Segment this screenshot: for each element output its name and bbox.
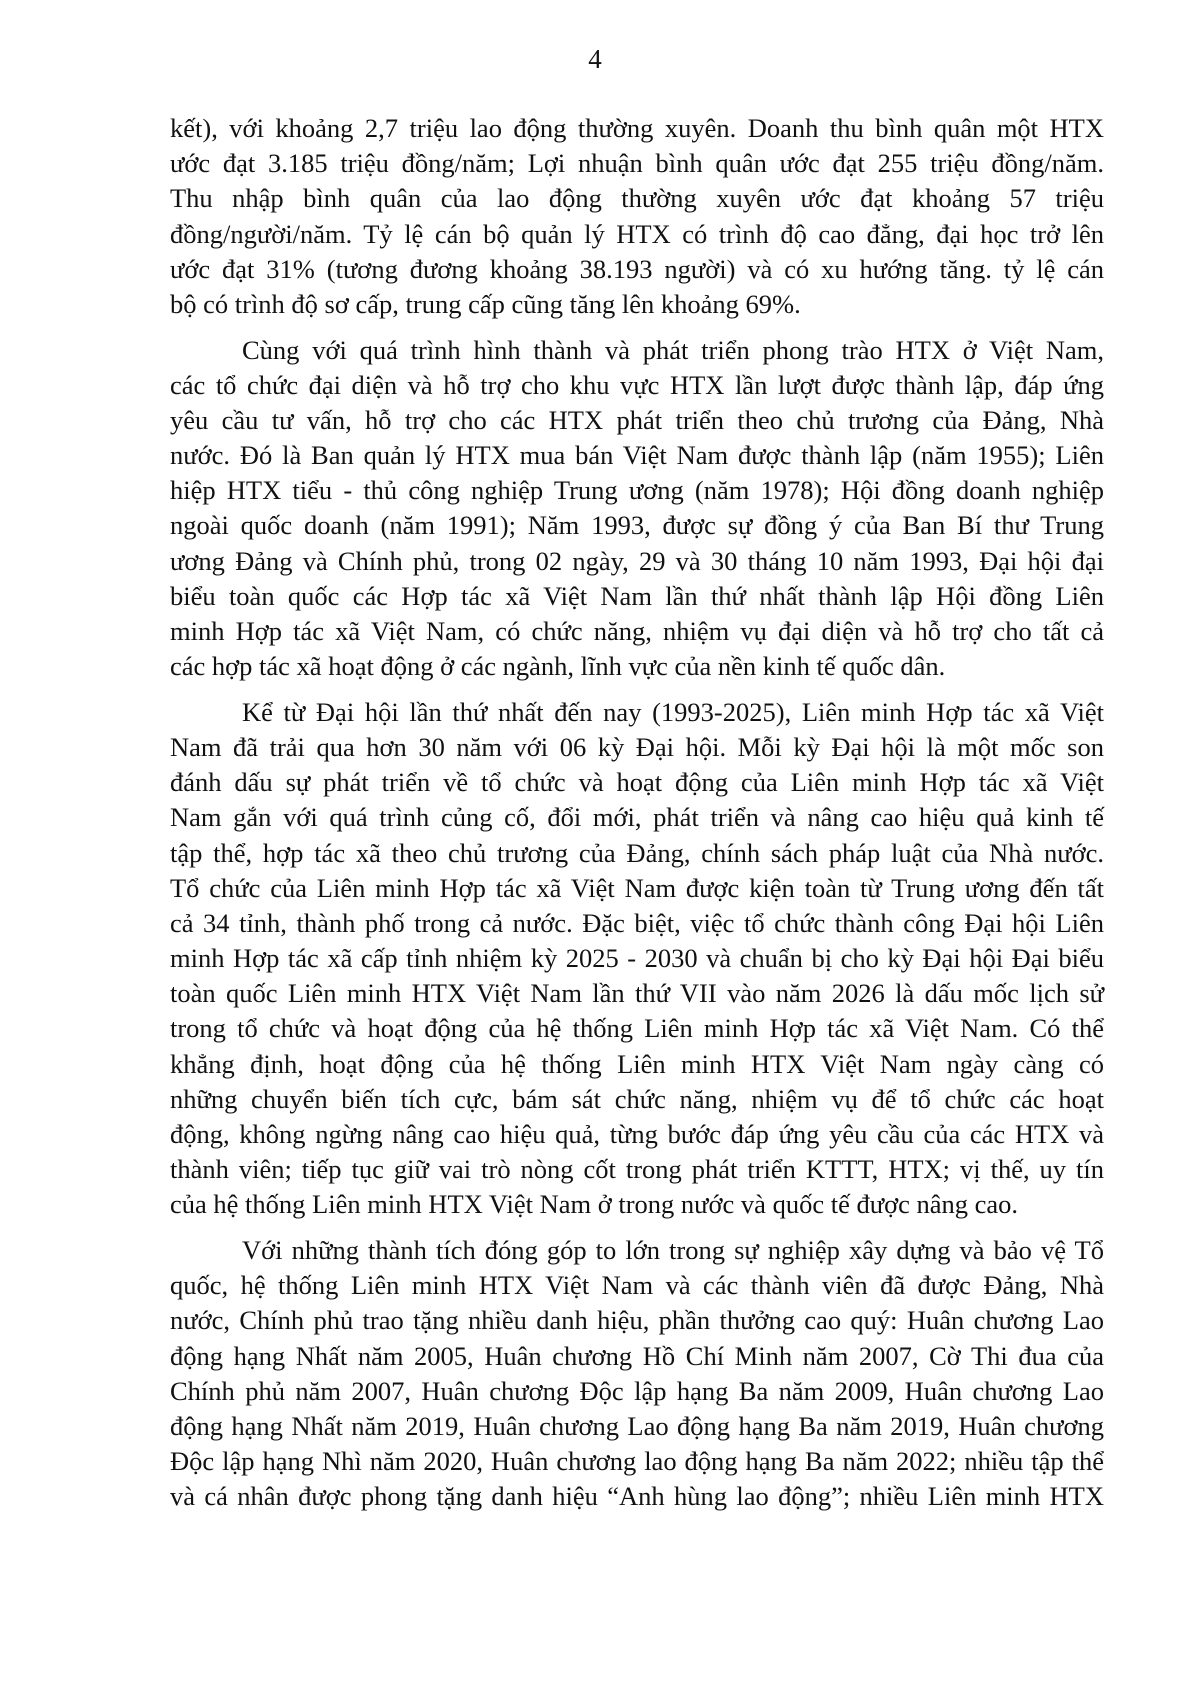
page-number: 4 — [588, 44, 602, 74]
text-line: Nam gắn với quá trình củng cố, đổi mới, phát triển và nâng cao hiệu quả kinh tế — [170, 802, 1104, 833]
text-line: Kể từ Đại hội lần thứ nhất đến nay (1993-2025), Liên minh Hợp tác xã Việt — [242, 696, 1104, 727]
text-line: Độc lập hạng Nhì năm 2020, Huân chương lao động hạng Ba năm 2022; nhiều tập thể — [170, 1446, 1104, 1477]
text-line: toàn quốc Liên minh HTX Việt Nam lần thứ VII vào năm 2026 là dấu mốc lịch sử — [170, 978, 1104, 1009]
text-line: động hạng Nhất năm 2019, Huân chương Lao động hạng Ba năm 2019, Huân chương — [170, 1410, 1104, 1441]
paragraph-4 — [170, 1233, 1104, 1515]
paragraph-1 — [170, 111, 1104, 322]
text-line: quốc, hệ thống Liên minh HTX Việt Nam và các thành viên đã được Đảng, Nhà — [170, 1270, 1104, 1301]
text-line: các tổ chức đại diện và hỗ trợ cho khu vực HTX lần lượt được thành lập, đáp ứng — [170, 369, 1104, 400]
text-line: thành viên; tiếp tục giữ vai trò nòng cốt trong phát triển KTTT, HTX; vị thế, uy tín — [170, 1154, 1104, 1185]
paragraph-2 — [170, 333, 1104, 685]
text-line: hiệp HTX tiểu - thủ công nghiệp Trung ương (năm 1978); Hội đồng doanh nghiệp — [170, 475, 1104, 506]
text-line: của hệ thống Liên minh HTX Việt Nam ở trong nước và quốc tế được nâng cao. — [170, 1189, 1018, 1220]
text-line: bộ có trình độ sơ cấp, trung cấp cũng tăng lên khoảng 69%. — [170, 288, 801, 319]
text-line: nước, Chính phủ trao tặng nhiều danh hiệu, phần thưởng cao quý: Huân chương Lao — [170, 1305, 1104, 1336]
text-line: những chuyển biến tích cực, bám sát chức năng, nhiệm vụ để tổ chức các hoạt — [170, 1083, 1104, 1114]
text-line: khẳng định, hoạt động của hệ thống Liên minh HTX Việt Nam ngày càng có — [170, 1048, 1104, 1079]
text-line: động hạng Nhất năm 2005, Huân chương Hồ Chí Minh năm 2007, Cờ Thi đua của — [170, 1340, 1104, 1371]
text-line: Thu nhập bình quân của lao động thường xuyên ước đạt khoảng 57 triệu — [170, 183, 1104, 214]
text-line: ước đạt 3.185 triệu đồng/năm; Lợi nhuận bình quân ước đạt 255 triệu đồng/năm. — [170, 148, 1104, 179]
text-line: Nam đã trải qua hơn 30 năm với 06 kỳ Đại hội. Mỗi kỳ Đại hội là một mốc son — [170, 731, 1104, 762]
text-line: đồng/người/năm. Tỷ lệ cán bộ quản lý HTX có trình độ cao đẳng, đại học trở lên — [170, 218, 1104, 249]
text-line: ước đạt 31% (tương đương khoảng 38.193 người) và có xu hướng tăng. tỷ lệ cán — [170, 253, 1104, 284]
text-line: tập thể, hợp tác xã theo chủ trương của Đảng, chính sách pháp luật của Nhà nước. — [170, 837, 1104, 868]
text-line: minh Hợp tác xã cấp tỉnh nhiệm kỳ 2025 - 2030 và chuẩn bị cho kỳ Đại hội Đại biểu — [170, 943, 1104, 974]
paragraph-3 — [170, 695, 1104, 1223]
text-line: động, không ngừng nâng cao hiệu quả, từng bước đáp ứng yêu cầu của các HTX và — [170, 1119, 1104, 1150]
text-line: minh Hợp tác xã Việt Nam, có chức năng, nhiệm vụ đại diện và hỗ trợ cho tất cả — [170, 616, 1104, 647]
text-line: Cùng với quá trình hình thành và phát triển phong trào HTX ở Việt Nam, — [242, 334, 1104, 365]
text-line: nước. Đó là Ban quản lý HTX mua bán Việt Nam được thành lập (năm 1955); Liên — [170, 440, 1104, 471]
text-line: kết), với khoảng 2,7 triệu lao động thường xuyên. Doanh thu bình quân một HTX — [170, 113, 1104, 143]
text-line: Với những thành tích đóng góp to lớn trong sự nghiệp xây dựng và bảo vệ Tổ — [242, 1234, 1104, 1265]
document-body — [170, 111, 1104, 1525]
text-line: ngoài quốc doanh (năm 1991); Năm 1993, được sự đồng ý của Ban Bí thư Trung — [170, 510, 1104, 541]
text-line: Chính phủ năm 2007, Huân chương Độc lập hạng Ba năm 2009, Huân chương Lao — [170, 1375, 1104, 1406]
text-line: cả 34 tỉnh, thành phố trong cả nước. Đặc biệt, việc tổ chức thành công Đại hội Liên — [170, 907, 1104, 938]
text-line: đánh dấu sự phát triển về tổ chức và hoạt động của Liên minh Hợp tác xã Việt — [170, 767, 1104, 798]
text-line: Tổ chức của Liên minh Hợp tác xã Việt Nam được kiện toàn từ Trung ương đến tất — [170, 872, 1104, 903]
text-line: và cá nhân được phong tặng danh hiệu “Anh hùng lao động”; nhiều Liên minh HTX — [170, 1481, 1104, 1512]
text-line: ương Đảng và Chính phủ, trong 02 ngày, 29 và 30 tháng 10 năm 1993, Đại hội đại — [170, 545, 1104, 576]
text-line: yêu cầu tư vấn, hỗ trợ cho các HTX phát triển theo chủ trương của Đảng, Nhà — [170, 404, 1104, 435]
text-line: các hợp tác xã hoạt động ở các ngành, lĩnh vực của nền kinh tế quốc dân. — [170, 651, 946, 682]
text-line: biểu toàn quốc các Hợp tác xã Việt Nam lần thứ nhất thành lập Hội đồng Liên — [170, 580, 1104, 611]
text-line: trong tổ chức và hoạt động của hệ thống Liên minh Hợp tác xã Việt Nam. Có thể — [170, 1013, 1104, 1044]
